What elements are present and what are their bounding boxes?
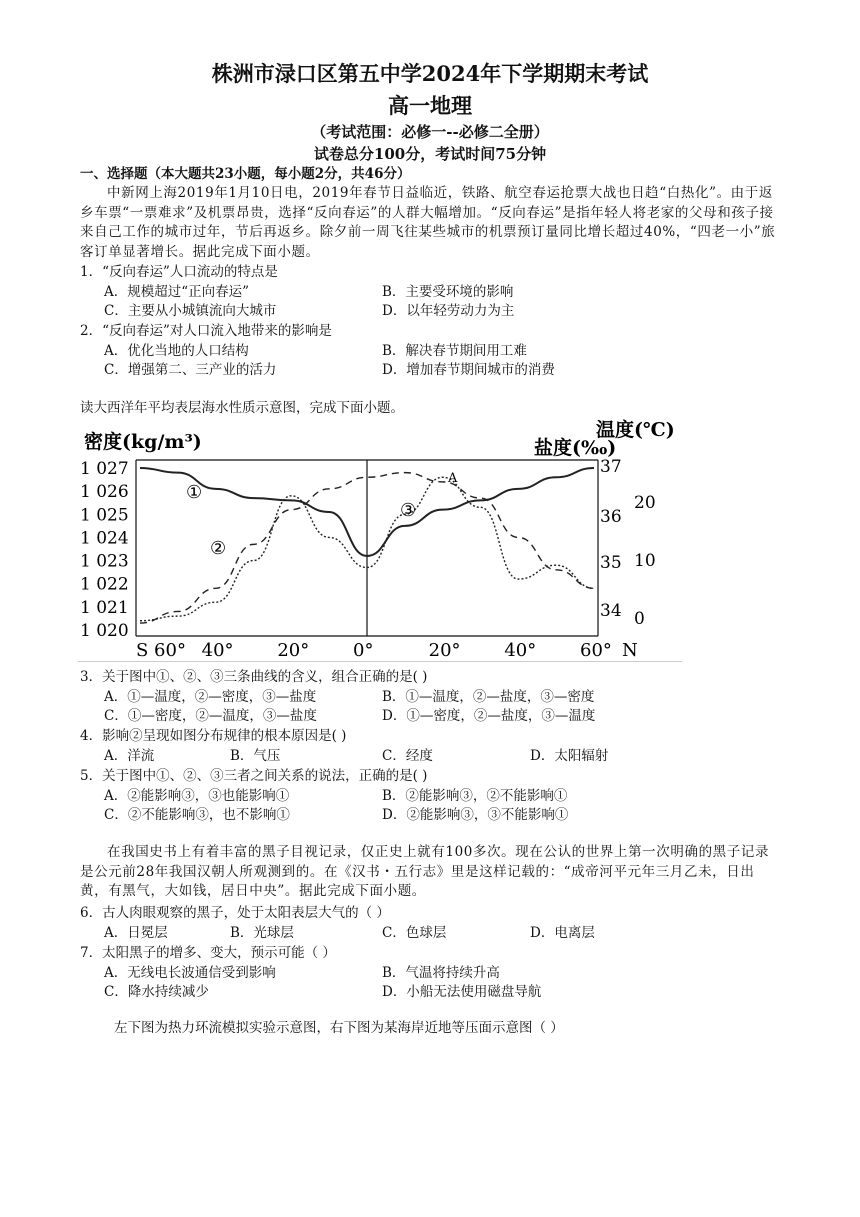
x-tick-label: 20°	[277, 640, 310, 661]
q4-option-d: D．太阳辐射	[530, 748, 609, 764]
y-label-density: 密度(kg/m³)	[84, 431, 202, 453]
q3-option-c: C．①—密度，②—温度，③—盐度	[104, 708, 317, 724]
q6-stem: 6．古人肉眼观察的黑子，处于太阳表层大气的（ ）	[80, 905, 390, 921]
q3-stem: 3．关于图中①、②、③三条曲线的含义，组合正确的是( )	[80, 669, 428, 685]
q4-option-a: A．洋流	[104, 748, 155, 764]
q6-option-d: D．电离层	[530, 925, 595, 941]
q1-option-c: C．主要从小城镇流向大城市	[104, 303, 277, 319]
passage-2: 读大西洋年平均表层海水性质示意图，完成下面小题。	[80, 400, 404, 416]
salinity-tick-label: 34	[600, 601, 622, 621]
section-heading: 一、选择题（本大题共23小题，每小题2分，共46分）	[80, 166, 411, 182]
q2-option-a: A．优化当地的人口结构	[104, 343, 249, 359]
exam-subject: 高一地理	[388, 93, 472, 118]
x-tick-label: 0°	[353, 640, 374, 661]
q7-stem: 7．太阳黑子的增多、变大，预示可能（ ）	[80, 945, 336, 961]
salinity-tick-label: 35	[600, 553, 622, 573]
q5-option-c: C．②不能影响③，也不影响①	[104, 807, 290, 823]
chart-underline	[78, 661, 682, 662]
x-tick-label: S 60°	[136, 640, 186, 661]
y-tick-label-left: 1 024	[80, 528, 129, 549]
q7-option-b: B．气温将持续升高	[382, 965, 500, 981]
q5-option-d: D．②能影响③，③不能影响①	[382, 807, 569, 823]
curve-label-A: A	[448, 471, 458, 486]
q2-option-c: C．增强第二、三产业的活力	[104, 362, 277, 378]
passage-4: 左下图为热力环流模拟实验示意图，右下图为某海岸近地等压面示意图（ ）	[114, 1020, 564, 1036]
salinity-tick-label: 37	[600, 457, 622, 477]
x-tick-label: 20°	[428, 640, 461, 661]
q7-option-c: C．降水持续减少	[104, 984, 209, 1000]
temp-tick-label: 0	[634, 609, 645, 629]
q5-option-a: A．②能影响③，③也能影响①	[104, 788, 290, 804]
seawater-chart	[78, 412, 682, 662]
q6-option-a: A．日冕层	[104, 925, 168, 941]
q3-option-b: B．①—温度，②—盐度，③—密度	[382, 689, 595, 705]
q3-option-a: A．①—温度，②—密度，③—盐度	[104, 689, 317, 705]
q1-option-b: B．主要受环境的影响	[382, 284, 514, 300]
x-tick-label: 60°	[580, 640, 612, 661]
exam-score-time: 试卷总分100分，考试时间75分钟	[313, 145, 547, 163]
y-tick-label-left: 1 026	[80, 482, 129, 503]
y-tick-label-left: 1 023	[80, 551, 129, 572]
q5-stem: 5．关于图中①、②、③三者之间关系的说法，正确的是( )	[80, 768, 428, 784]
passage-3: 在我国史书上有着丰富的黑子目视记录，仅正史上就有100多次。现在公认的世界上第一次明确的黑子记录是公元前28年我国汉朝人所观测到的。在《汉书・五行志》里是这样记载的：“成帝河平元年三月乙未，日出黄，有黑气，大如钱，居日中央”。据此完成下面小题。	[80, 844, 770, 899]
y-tick-label-left: 1 020	[80, 621, 129, 641]
q1-option-a: A．规模超过“正向春运”	[104, 284, 250, 300]
y-tick-label-left: 1 021	[80, 597, 129, 618]
y-tick-label-left: 1 022	[80, 574, 129, 595]
y-tick-label-left: 1 025	[80, 505, 129, 526]
passage-1: 中新网上海2019年1月10日电，2019年春节日益临近，铁路、航空春运抢票大战也日趋“白热化”。由于返乡车票“一票难求”及机票昂贵，选择“反向春运”的人群大幅增加。“反向春运”是指年轻人将老家的父母和孩子接来自己工作的城市过年，节后再返乡。除夕前一周飞往某些城市的机票预订量同比增长超过40%，“四老一小”旅客订单显著增长。据此完成下面小题。	[80, 185, 776, 260]
q5-option-b: B．②能影响③，②不能影响①	[382, 788, 568, 804]
exam-title: 株洲市渌口区第五中学2024年下学期期末考试	[211, 61, 649, 86]
q1-option-d: D．以年轻劳动力为主	[382, 303, 515, 319]
temp-tick-label: 20	[634, 493, 656, 513]
q3-option-d: D．①—密度，②—盐度，③—温度	[382, 708, 596, 724]
q6-option-b: B．光球层	[230, 925, 294, 941]
q7-option-d: D．小船无法使用磁盘导航	[382, 984, 542, 1000]
q4-option-c: C．经度	[382, 748, 433, 764]
q2-stem: 2．“反向春运”对人口流入地带来的影响是	[80, 323, 332, 339]
q7-option-a: A．无线电长波通信受到影响	[104, 965, 276, 981]
temp-tick-label: 10	[634, 551, 656, 571]
q4-option-b: B．气压	[230, 748, 281, 764]
curve-label-1: ①	[186, 482, 203, 503]
q6-option-c: C．色球层	[382, 925, 447, 941]
exam-scope: （考试范围：必修一--必修二全册）	[311, 123, 549, 141]
x-tick-label: 40°	[504, 640, 537, 661]
salinity-tick-label: 36	[600, 507, 622, 527]
curve-label-2: ②	[210, 538, 227, 559]
q2-option-d: D．增加春节期间城市的消费	[382, 362, 555, 378]
y-tick-label-left: 1 027	[80, 459, 129, 479]
x-tick-label: 40°	[201, 640, 234, 661]
x-tick-label: N	[622, 640, 638, 661]
q4-stem: 4．影响②呈现如图分布规律的根本原因是( )	[80, 728, 347, 744]
y-label-salinity: 盐度(‰)	[534, 437, 617, 459]
q2-option-b: B．解决春节期间用工难	[382, 343, 527, 359]
y-label-temp: 温度(℃)	[596, 419, 675, 441]
curve-label-3: ③	[400, 500, 417, 521]
q1-stem: 1．“反向春运”人口流动的特点是	[80, 264, 278, 280]
